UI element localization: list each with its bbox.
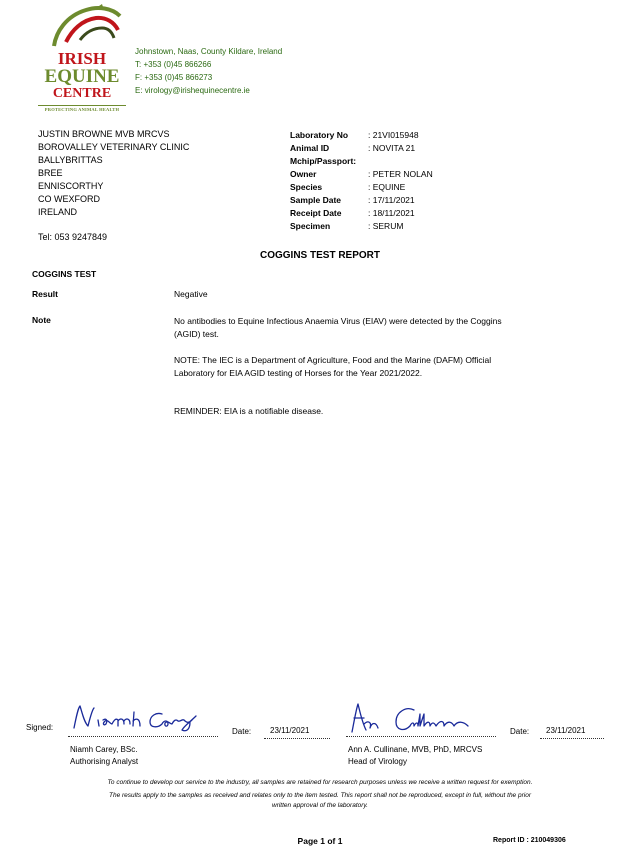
info-row-owner xyxy=(290,168,433,181)
info-row-animal-id xyxy=(290,142,433,155)
note-paragraph-1: No antibodies to Equine Infectious Anaemia Virus (EIAV) were detected by the Coggins (AGID) test. xyxy=(174,316,502,339)
logo-divider xyxy=(38,105,126,106)
info-value: : PETER NOLAN xyxy=(368,169,433,179)
note-paragraph-2: NOTE: The IEC is a Department of Agriculture, Food and the Marine (DAFM) Official Laboratory for EIA AGID testing of Horses for the Year 2021/2022. xyxy=(174,355,492,378)
report-id: Report ID : 210049306 xyxy=(493,837,566,844)
irish-equine-centre-logo xyxy=(36,2,128,118)
signatory-role-left: Authorising Analyst xyxy=(70,757,139,766)
recipient-line: IRELAND xyxy=(38,207,78,217)
signature-niamh-carey xyxy=(70,702,200,734)
signatory-name-left: Niamh Carey, BSc. xyxy=(70,745,138,754)
date-label-right: Date: xyxy=(510,727,530,736)
section-title: COGGINS TEST xyxy=(32,269,97,279)
recipient-address xyxy=(38,128,189,219)
signatory-name-right: Ann A. Cullinane, MVB, PhD, MRCVS xyxy=(348,745,483,754)
info-row-receipt-date xyxy=(290,207,433,220)
info-label: Animal ID xyxy=(290,143,330,153)
date-value-left: 23/11/2021 xyxy=(270,726,310,735)
info-row-specimen xyxy=(290,220,433,233)
info-row-mchip xyxy=(290,155,433,168)
note-paragraph-3: REMINDER: EIA is a notifiable disease. xyxy=(174,406,324,416)
lab-address: Johnstown, Naas, County Kildare, Ireland xyxy=(135,47,283,56)
info-value: : NOVITA 21 xyxy=(368,143,416,153)
logo-line-centre: CENTRE xyxy=(52,86,112,101)
disclaimer-line-3: written approval of the laboratory. xyxy=(272,802,368,809)
info-label: Owner xyxy=(290,169,317,179)
report-title: COGGINS TEST REPORT xyxy=(259,250,380,261)
info-label: Species xyxy=(290,182,323,192)
recipient-line: CO WEXFORD xyxy=(38,194,100,204)
date-label-left: Date: xyxy=(232,727,252,736)
info-value: : EQUINE xyxy=(368,182,406,192)
note-label: Note xyxy=(32,315,51,325)
lab-contact-block xyxy=(135,45,282,97)
lab-email: E: virology@irishequinecentre.ie xyxy=(135,86,250,95)
recipient-line: JUSTIN BROWNE MVB MRCVS xyxy=(38,129,170,139)
date-value-right: 23/11/2021 xyxy=(546,726,586,735)
page-number: Page 1 of 1 xyxy=(297,836,343,846)
info-row-species xyxy=(290,181,433,194)
sample-info-table xyxy=(290,129,433,233)
info-label: Specimen xyxy=(290,221,331,231)
logo-line-equine: EQUINE xyxy=(44,66,120,87)
recipient-line: BOROVALLEY VETERINARY CLINIC xyxy=(38,142,190,152)
logo-tagline: PROTECTING ANIMAL HEALTH xyxy=(44,107,120,112)
info-label: Receipt Date xyxy=(290,208,342,218)
recipient-tel: Tel: 053 9247849 xyxy=(38,232,108,242)
logo-line-irish: IRISH xyxy=(57,49,107,68)
lab-fax: F: +353 (0)45 866273 xyxy=(135,73,213,82)
recipient-line: ENNISCORTHY xyxy=(38,181,104,191)
signatory-role-right: Head of Virology xyxy=(348,757,407,766)
recipient-line: BREE xyxy=(38,168,63,178)
recipient-line: BALLYBRITTAS xyxy=(38,155,103,165)
signed-label: Signed: xyxy=(26,723,54,732)
info-value: : 21VI015948 xyxy=(368,130,419,140)
result-label: Result xyxy=(32,289,58,299)
info-value: : SERUM xyxy=(368,221,404,231)
info-label: Sample Date xyxy=(290,195,342,205)
info-row-laboratory-no xyxy=(290,129,433,142)
horse-emblem-icon xyxy=(36,2,128,52)
info-value: : 18/11/2021 xyxy=(368,208,415,218)
result-value: Negative xyxy=(174,289,208,299)
disclaimer-line-2: The results apply to the samples as received and relates only to the item tested. This report shall not be reproduced, except in full, without the prior xyxy=(108,792,531,799)
info-label: Mchip/Passport: xyxy=(290,156,357,166)
info-value: : 17/11/2021 xyxy=(368,195,415,205)
disclaimer-line-1: To continue to develop our service to the industry, all samples are retained for research purposes unless we receive a written request for exemption. xyxy=(107,779,533,786)
signature-ann-cullinane xyxy=(348,700,478,736)
lab-phone: T: +353 (0)45 866266 xyxy=(135,60,212,69)
info-row-sample-date xyxy=(290,194,433,207)
info-label: Laboratory No xyxy=(290,130,349,140)
